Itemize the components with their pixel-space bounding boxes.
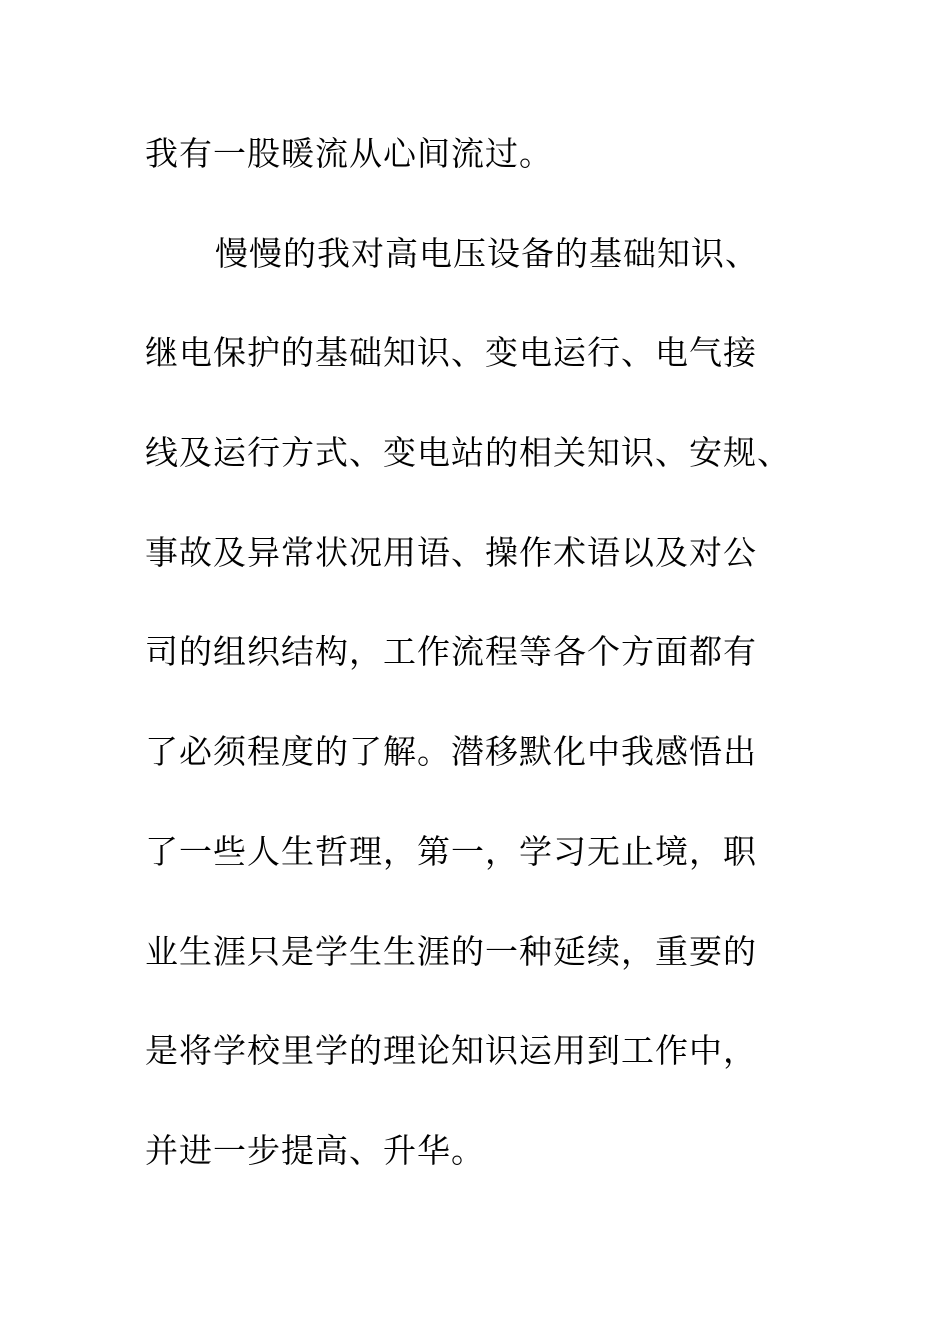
text-line: 司的组织结构，工作流程等各个方面都有 (145, 632, 757, 672)
text-line: 我有一股暖流从心间流过。 (145, 134, 553, 173)
text-line: 并进一步提高、升华。 (145, 1130, 485, 1170)
body-text (145, 124, 825, 1221)
text-line: 业生涯只是学生生涯的一种延续，重要的 (145, 931, 757, 971)
paragraph-start-line: 慢慢的我对高电压设备的基础知识、 (215, 233, 759, 273)
text-line: 了一些人生哲理，第一，学习无止境，职 (145, 831, 757, 871)
text-line: 继电保护的基础知识、变电运行、电气接 (145, 333, 757, 373)
text-line: 线及运行方式、变电站的相关知识、安规、 (145, 433, 791, 473)
text-line: 事故及异常状况用语、操作术语以及对公 (145, 532, 757, 572)
text-line: 是将学校里学的理论知识运用到工作中， (145, 1031, 757, 1071)
text-line: 了必须程度的了解。潜移默化中我感悟出 (145, 732, 757, 772)
